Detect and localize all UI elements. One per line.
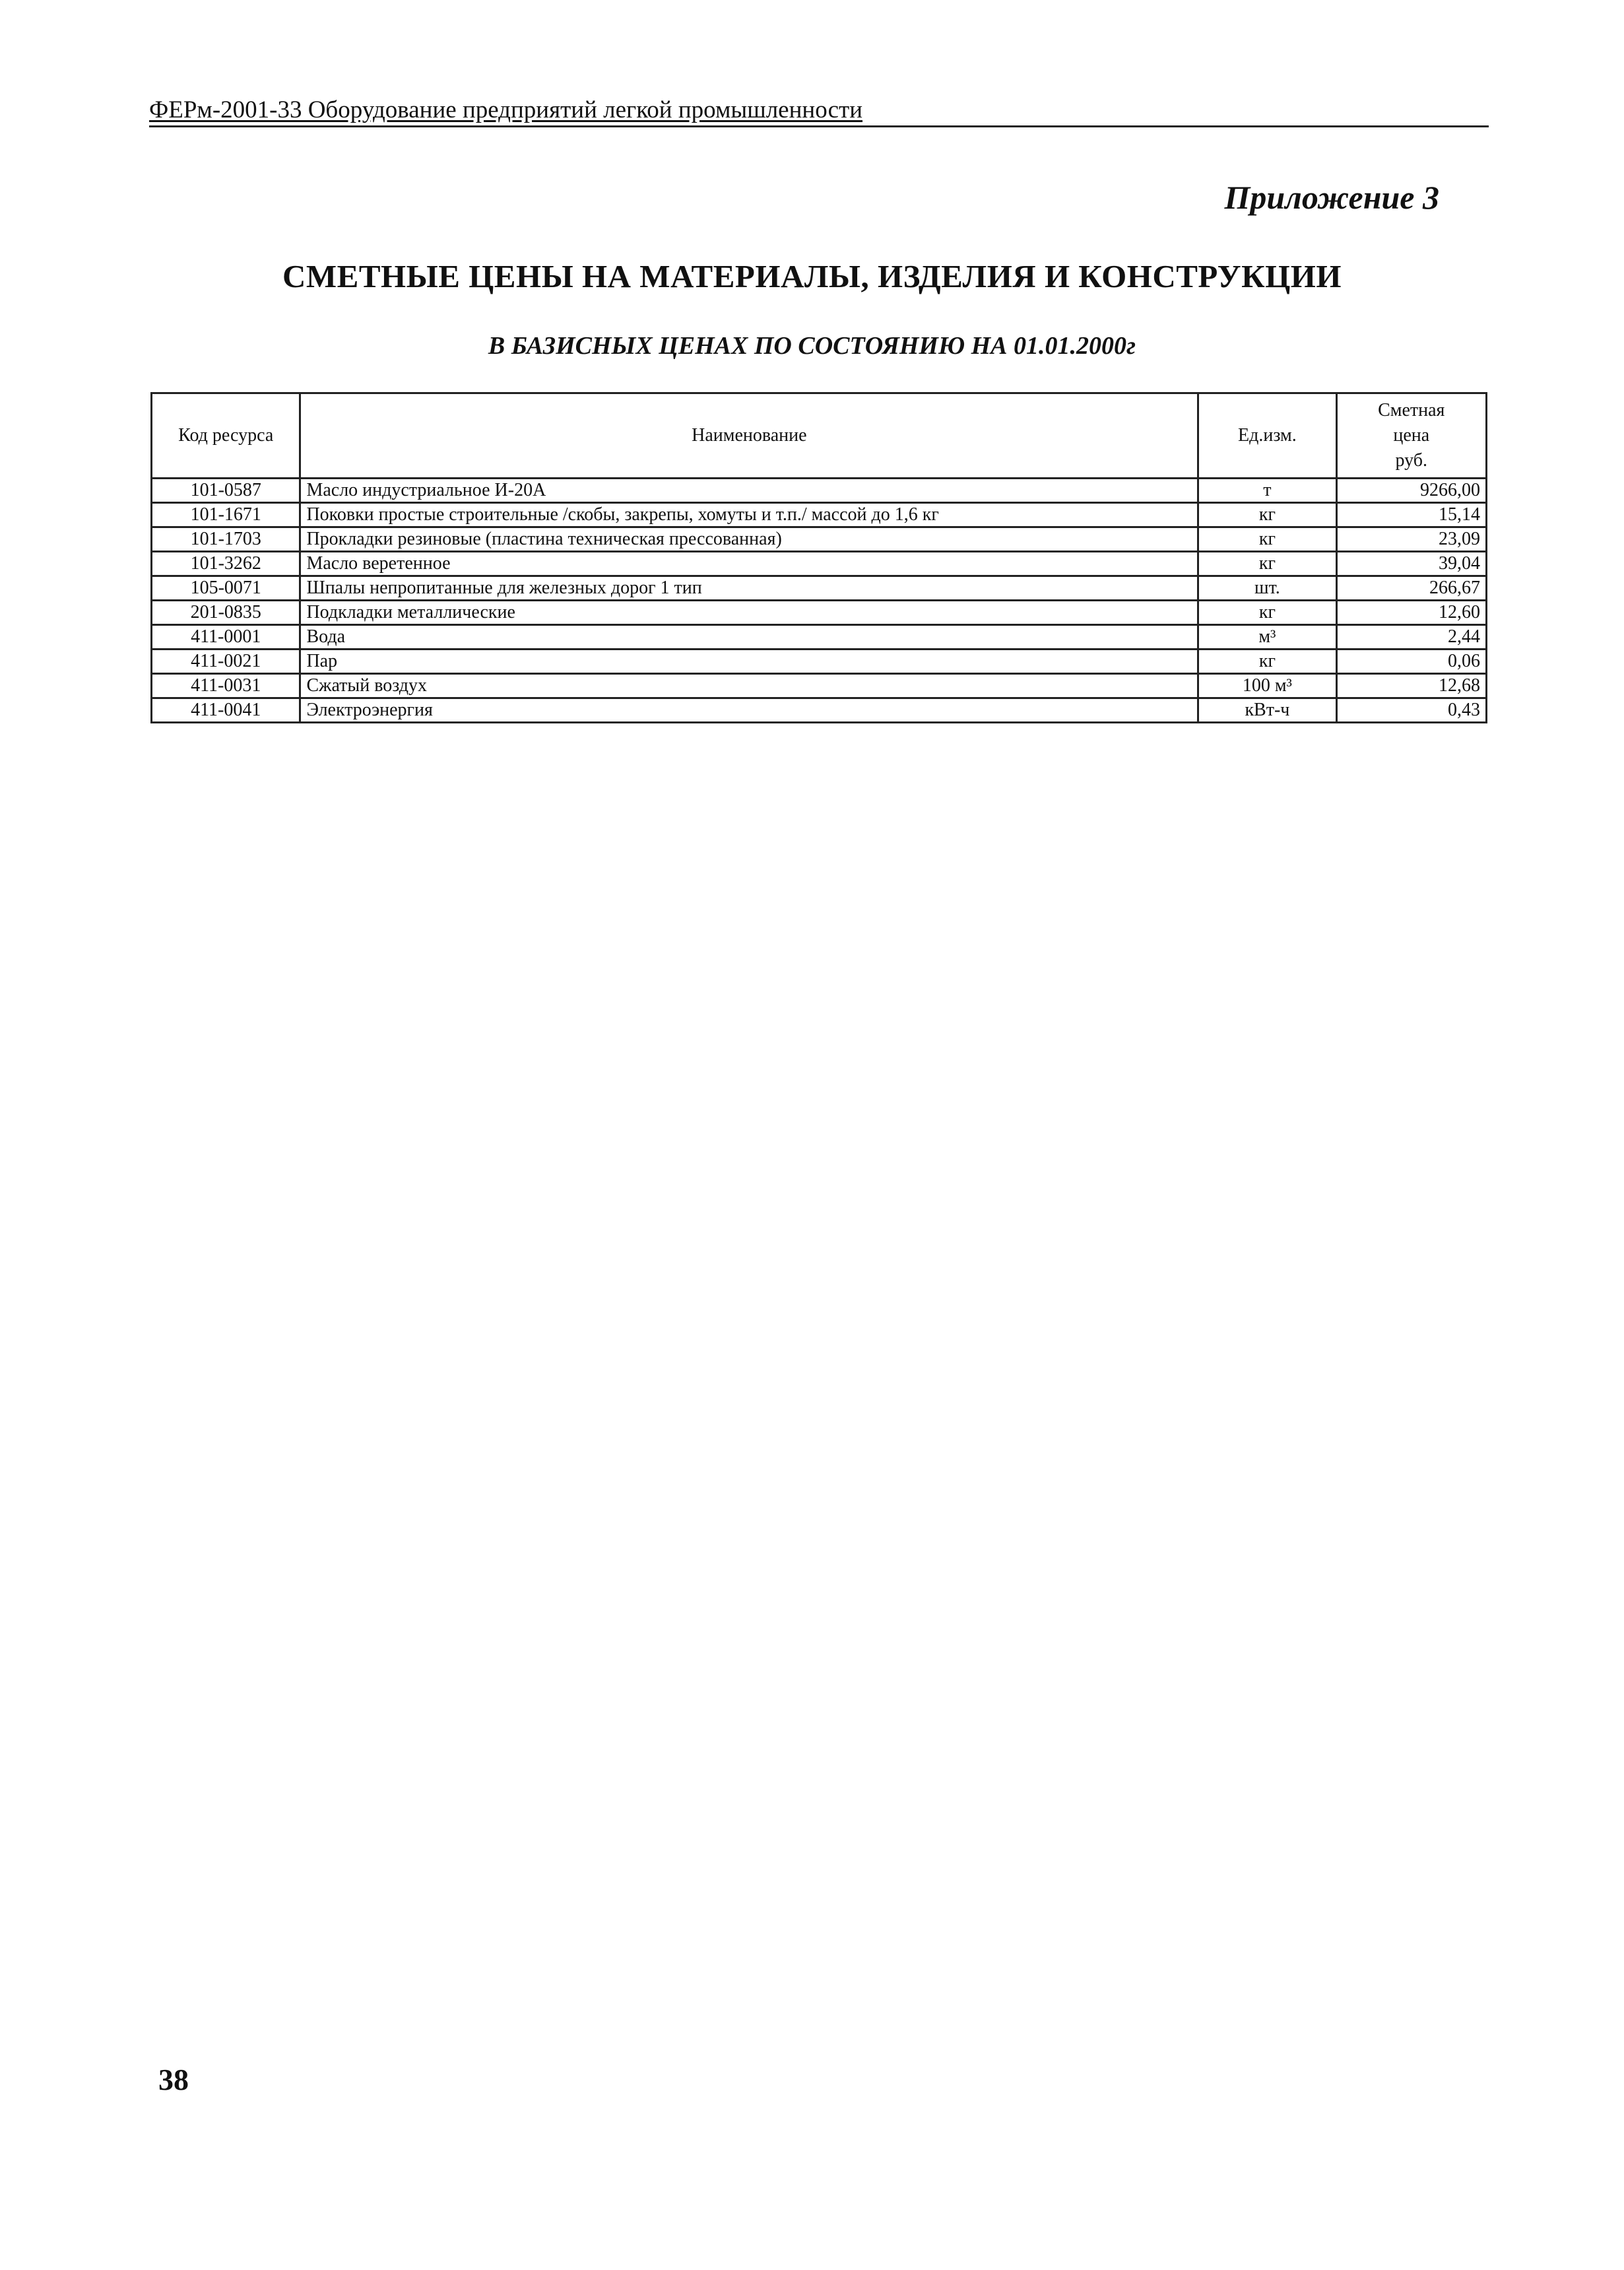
row-price: 0,43 <box>1336 698 1487 723</box>
table-row <box>152 527 1487 552</box>
row-name: Прокладки резиновые (пластина техническая прессованная) <box>300 527 1198 552</box>
row-code: 101-1703 <box>152 527 300 552</box>
row-name: Сжатый воздух <box>300 674 1198 698</box>
row-code: 101-1671 <box>152 503 300 527</box>
row-unit: кг <box>1198 552 1336 576</box>
row-price: 0,06 <box>1336 650 1487 674</box>
header-price-line3: руб. <box>1395 450 1427 471</box>
row-unit: шт. <box>1198 576 1336 601</box>
table-row <box>152 698 1487 723</box>
row-price: 12,68 <box>1336 674 1487 698</box>
table-row <box>152 479 1487 503</box>
row-price: 9266,00 <box>1336 479 1487 503</box>
page-number: 38 <box>158 2063 189 2096</box>
row-price: 2,44 <box>1336 625 1487 650</box>
row-price: 23,09 <box>1336 527 1487 552</box>
row-unit: 100 м³ <box>1198 674 1336 698</box>
row-unit: кВт-ч <box>1198 698 1336 723</box>
row-code: 105-0071 <box>152 576 300 601</box>
table-row <box>152 601 1487 625</box>
row-price: 12,60 <box>1336 601 1487 625</box>
page-subtitle: В БАЗИСНЫХ ЦЕНАХ ПО СОСТОЯНИЮ НА 01.01.2000г <box>488 332 1136 360</box>
row-code: 411-0031 <box>152 674 300 698</box>
table-row <box>152 650 1487 674</box>
row-name: Пар <box>300 650 1198 674</box>
table-row <box>152 576 1487 601</box>
row-code: 201-0835 <box>152 601 300 625</box>
row-unit: кг <box>1198 601 1336 625</box>
row-code: 101-0587 <box>152 479 300 503</box>
row-name: Подкладки металлические <box>300 601 1198 625</box>
header-name: Наименование <box>300 393 1198 479</box>
appendix-label: Приложение 3 <box>1224 179 1439 216</box>
page-title: СМЕТНЫЕ ЦЕНЫ НА МАТЕРИАЛЫ, ИЗДЕЛИЯ И КОНСТРУКЦИИ <box>282 258 1342 294</box>
row-name: Масло веретенное <box>300 552 1198 576</box>
row-unit: кг <box>1198 650 1336 674</box>
row-code: 411-0001 <box>152 625 300 650</box>
table-row <box>152 674 1487 698</box>
table-row <box>152 503 1487 527</box>
row-code: 101-3262 <box>152 552 300 576</box>
running-header <box>149 91 1489 127</box>
row-name: Вода <box>300 625 1198 650</box>
row-name: Поковки простые строительные /скобы, закрепы, хомуты и т.п./ массой до 1,6 кг <box>300 503 1198 527</box>
row-price: 15,14 <box>1336 503 1487 527</box>
row-unit: т <box>1198 479 1336 503</box>
running-header-text: ФЕРм-2001-33 Оборудование предприятий легкой промышленности <box>149 96 863 123</box>
row-price: 39,04 <box>1336 552 1487 576</box>
row-name: Масло индустриальное И-20А <box>300 479 1198 503</box>
row-code: 411-0041 <box>152 698 300 723</box>
header-code: Код ресурса <box>152 393 300 479</box>
header-unit: Ед.изм. <box>1198 393 1336 479</box>
row-name: Шпалы непропитанные для железных дорог 1 тип <box>300 576 1198 601</box>
row-price: 266,67 <box>1336 576 1487 601</box>
header-price-line2: цена <box>1393 425 1430 446</box>
table-header-row <box>152 393 1487 479</box>
row-code: 411-0021 <box>152 650 300 674</box>
table-row <box>152 552 1487 576</box>
row-unit: кг <box>1198 503 1336 527</box>
row-name: Электроэнергия <box>300 698 1198 723</box>
prices-table <box>150 392 1487 723</box>
header-price <box>1336 393 1487 479</box>
row-unit: кг <box>1198 527 1336 552</box>
table-row <box>152 625 1487 650</box>
header-price-line1: Сметная <box>1378 400 1445 420</box>
row-unit: м³ <box>1198 625 1336 650</box>
